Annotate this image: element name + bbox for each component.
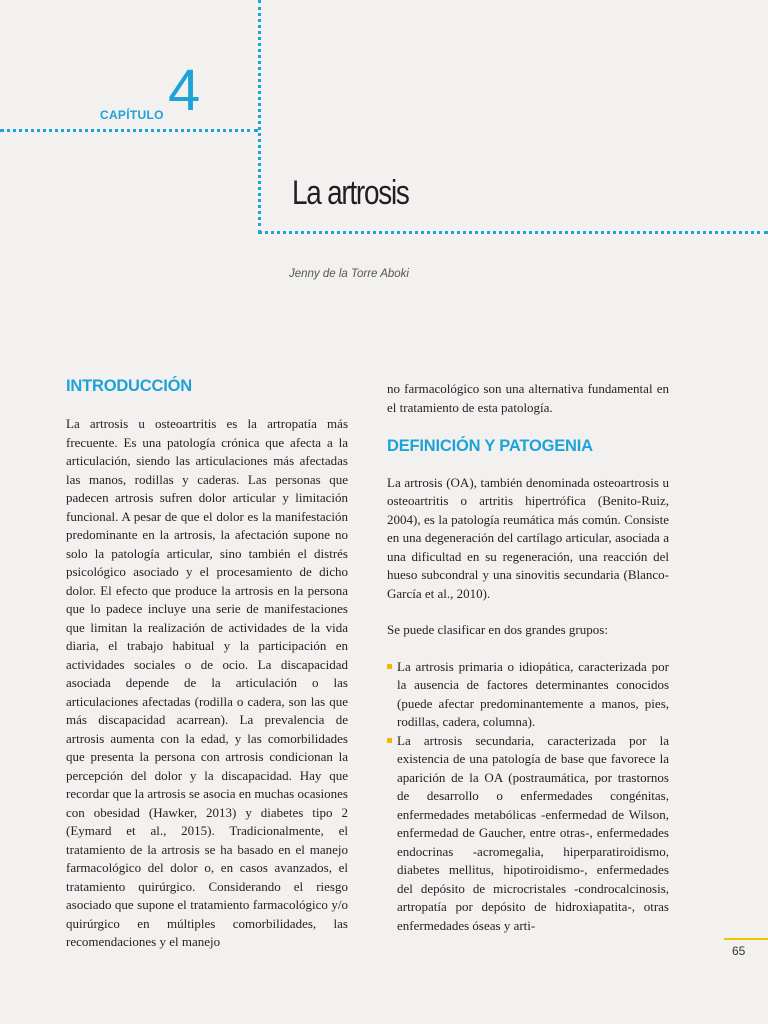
section-heading-definicion: DEFINICIÓN Y PATOGENIA (387, 437, 593, 455)
definition-paragraph: La artrosis (OA), también denominada osteoartrosis u osteoartritis o artritis hipertrófica (Benito-Ruiz, 2004), es la patología reumática más común. Consiste en una degeneración del cartílago articular, asociada a una dificultad en su regeneración, una reacción del hueso subcondral y una sinovitis secundaria (Blanco-García et al., 2010). (387, 474, 669, 601)
chapter-title: La artrosis (292, 174, 409, 212)
square-bullet-icon (387, 738, 392, 743)
list-item (387, 732, 669, 936)
intro-continuation-paragraph: no farmacológico son una alternativa fundamental en el tratamiento de esta patología. (387, 381, 669, 415)
intro-paragraph: La artrosis u osteoartritis es la artropatía más frecuente. Es una patología crónica que afecta a la articulación, siendo las articulaciones más afectadas las manos, rodillas y caderas. Las personas que padecen artrosis sufren dolor articular y limitación funcional. A pesar de que el dolor es la manifestación predominante en la artrosis, la afectación supone no solo la patología articular, sino también el distrés psicológico asociado y el procesamiento de dicho dolor. El efecto que produce la artrosis en la persona que lo padece incluye una serie de manifestaciones que limitan la realización de actividades de la vida diaria, el trabajo habitual y la participación en actividades sociales o de ocio. La discapacidad asociada depende de la articulación o las articulaciones afectadas (rodilla o cadera, son las que más discapacidad acarrean). La prevalencia de artrosis aumenta con la edad, y las comorbilidades que presenta la persona con artrosis condicionan la percepción del dolor y la discapacidad. Hay que recordar que la artrosis se asocia en muchas ocasiones con obesidad (Hawker, 2013) y diabetes tipo 2 (Eymard et al., 2015). Tradicionalmente, el tratamiento de la artrosis se ha basado en el manejo farmacológico del dolor o, en casos avanzados, el tratamiento quirúrgico. Considerando el riesgo asociado que supone el tratamiento farmacológico y/o quirúrgico en múltiples comorbilidades, las recomendaciones y el manejo (66, 416, 348, 949)
left-column (66, 415, 348, 952)
decorative-dotted-line-top (0, 129, 258, 132)
classification-intro: Se puede clasificar en dos grandes grupos: (387, 622, 608, 637)
list-item (387, 658, 669, 732)
section-heading-introduccion: INTRODUCCIÓN (66, 377, 192, 395)
page-number: 65 (732, 944, 746, 958)
list-item-text: La artrosis secundaria, caracterizada por la existencia de una patología de base que favorece la aparición de la OA (postraumática, por trastornos de desarrollo o enfermedades congénitas, enfermedades metabólicas -enfermedad de Wilson, enfermedad de Gaucher, entre otras-, enfermedades endocrinas -acromegalia, hiperparatiroidismo, diabetes mellitus, hipotiroidismo-, enfermedades del depósito de microcristales -condrocalcinosis, artropatía por depósito de hidroxiapatita-, otras enfermedades óseas y arti- (397, 732, 669, 933)
right-column (387, 380, 669, 935)
list-item-text: La artrosis primaria o idiopática, caracterizada por la ausencia de factores determinantes conocidos (puede afectar predominantemente a manos, pies, rodillas, cadera, columna). (397, 658, 669, 729)
chapter-number: 4 (168, 58, 201, 123)
decorative-dotted-line-bottom (258, 231, 768, 234)
decorative-dotted-line-vertical (258, 0, 261, 233)
chapter-label: CAPÍTULO (100, 108, 164, 122)
classification-list (387, 658, 669, 936)
page-number-rule (724, 938, 768, 940)
author-name: Jenny de la Torre Aboki (289, 268, 409, 280)
square-bullet-icon (387, 664, 392, 669)
